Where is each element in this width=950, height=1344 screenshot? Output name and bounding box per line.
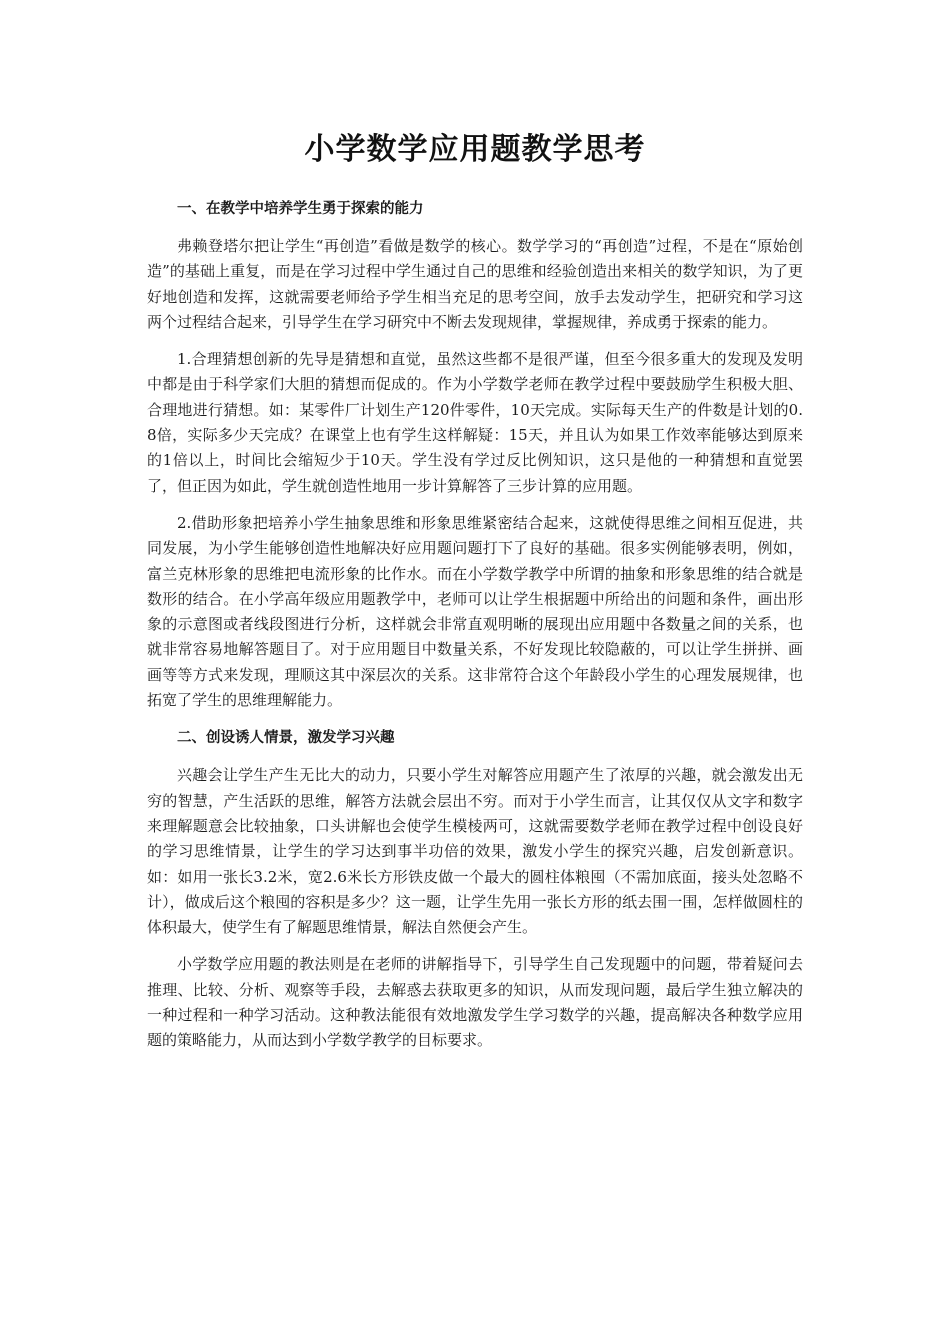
document-body bbox=[147, 128, 803, 1066]
document-title: 小学数学应用题教学思考 bbox=[304, 132, 646, 167]
paragraph: 1.合理猜想创新的先导是猜想和直觉，虽然这些都不是很严谨，但至今很多重大的发现及发明中都是由于科学家们大胆的猜想而促成的。作为小学数学老师在教学过程中要鼓励学生积极大胆、合理地进行猜想。如：某零件厂计划生产120件零件，10天完成。实际每天生产的件数是计划的0.8倍，实际多少天完成？在课堂上也有学生这样解疑：15天，并且认为如果工作效率能够达到原来的1倍以上，时间比会缩短少于10天。学生没有学过反比例知识，这只是他的一种猜想和直觉罢了，但正因为如此，学生就创造性地用一步计算解答了三步计算的应用题。 bbox=[147, 350, 803, 495]
paragraph: 2.借助形象把培养小学生抽象思维和形象思维紧密结合起来，这就使得思维之间相互促进，共同发展，为小学生能够创造性地解决好应用题问题打下了良好的基础。很多实例能够表明，例如，富兰克林形象的思维把电流形象的比作水。而在小学数学教学中所谓的抽象和形象思维的结合就是数形的结合。在小学高年级应用题教学中，老师可以让学生根据题中所给出的问题和条件，画出形象的示意图或者线段图进行分析，这样就会非常直观明晰的展现出应用题中各数量之间的关系，也就非常容易地解答题目了。对于应用题目中数量关系，不好发现比较隐蔽的，可以让学生拼拼、画画等等方式来发现，理顺这其中深层次的关系。这非常符合这个年龄段小学生的心理发展规律，也拓宽了学生的思维理解能力。 bbox=[147, 513, 803, 710]
section-heading-2: 二、创设诱人情景，激发学习兴趣 bbox=[177, 730, 395, 747]
paragraph: 小学数学应用题的教法则是在老师的讲解指导下，引导学生自己发现题中的问题，带着疑问去推理、比较、分析、观察等手段，去解惑去获取更多的知识，从而发现问题，最后学生独立解决的一种过程和一种学习活动。这种教法能很有效地激发学生学习数学的兴趣，提高解决各种数学应用题的策略能力，从而达到小学数学教学的目标要求。 bbox=[147, 955, 803, 1050]
paragraph: 兴趣会让学生产生无比大的动力，只要小学生对解答应用题产生了浓厚的兴趣，就会激发出无穷的智慧，产生活跃的思维，解答方法就会层出不穷。而对于小学生而言，让其仅仅从文字和数字来理解题意会比较抽象，口头讲解也会使学生模棱两可，这就需要数学老师在教学过程中创设良好的学习思维情景，让学生的学习达到事半功倍的效果，激发小学生的探究兴趣，启发创新意识。如：如用一张长3.2米，宽2.6米长方形铁皮做一个最大的圆柱体粮囤（不需加底面，接头处忽略不计），做成后这个粮囤的容积是多少？这一题，让学生先用一张长方形的纸去围一围，怎样做圆柱的体积最大，使学生有了解题思维情景，解法自然便会产生。 bbox=[147, 766, 803, 937]
section-heading-1: 一、在教学中培养学生勇于探索的能力 bbox=[177, 201, 424, 217]
paragraph: 弗赖登塔尔把让学生“再创造”看做是数学的核心。数学学习的“再创造”过程，不是在“原始创造”的基础上重复，而是在学习过程中学生通过自己的思维和经验创造出来相关的数学知识，为了更好地创造和发挥，这就需要老师给予学生相当充足的思考空间，放手去发动学生，把研究和学习这两个过程结合起来，引导学生在学习研究中不断去发现规律，掌握规律，养成勇于探索的能力。 bbox=[147, 237, 803, 331]
